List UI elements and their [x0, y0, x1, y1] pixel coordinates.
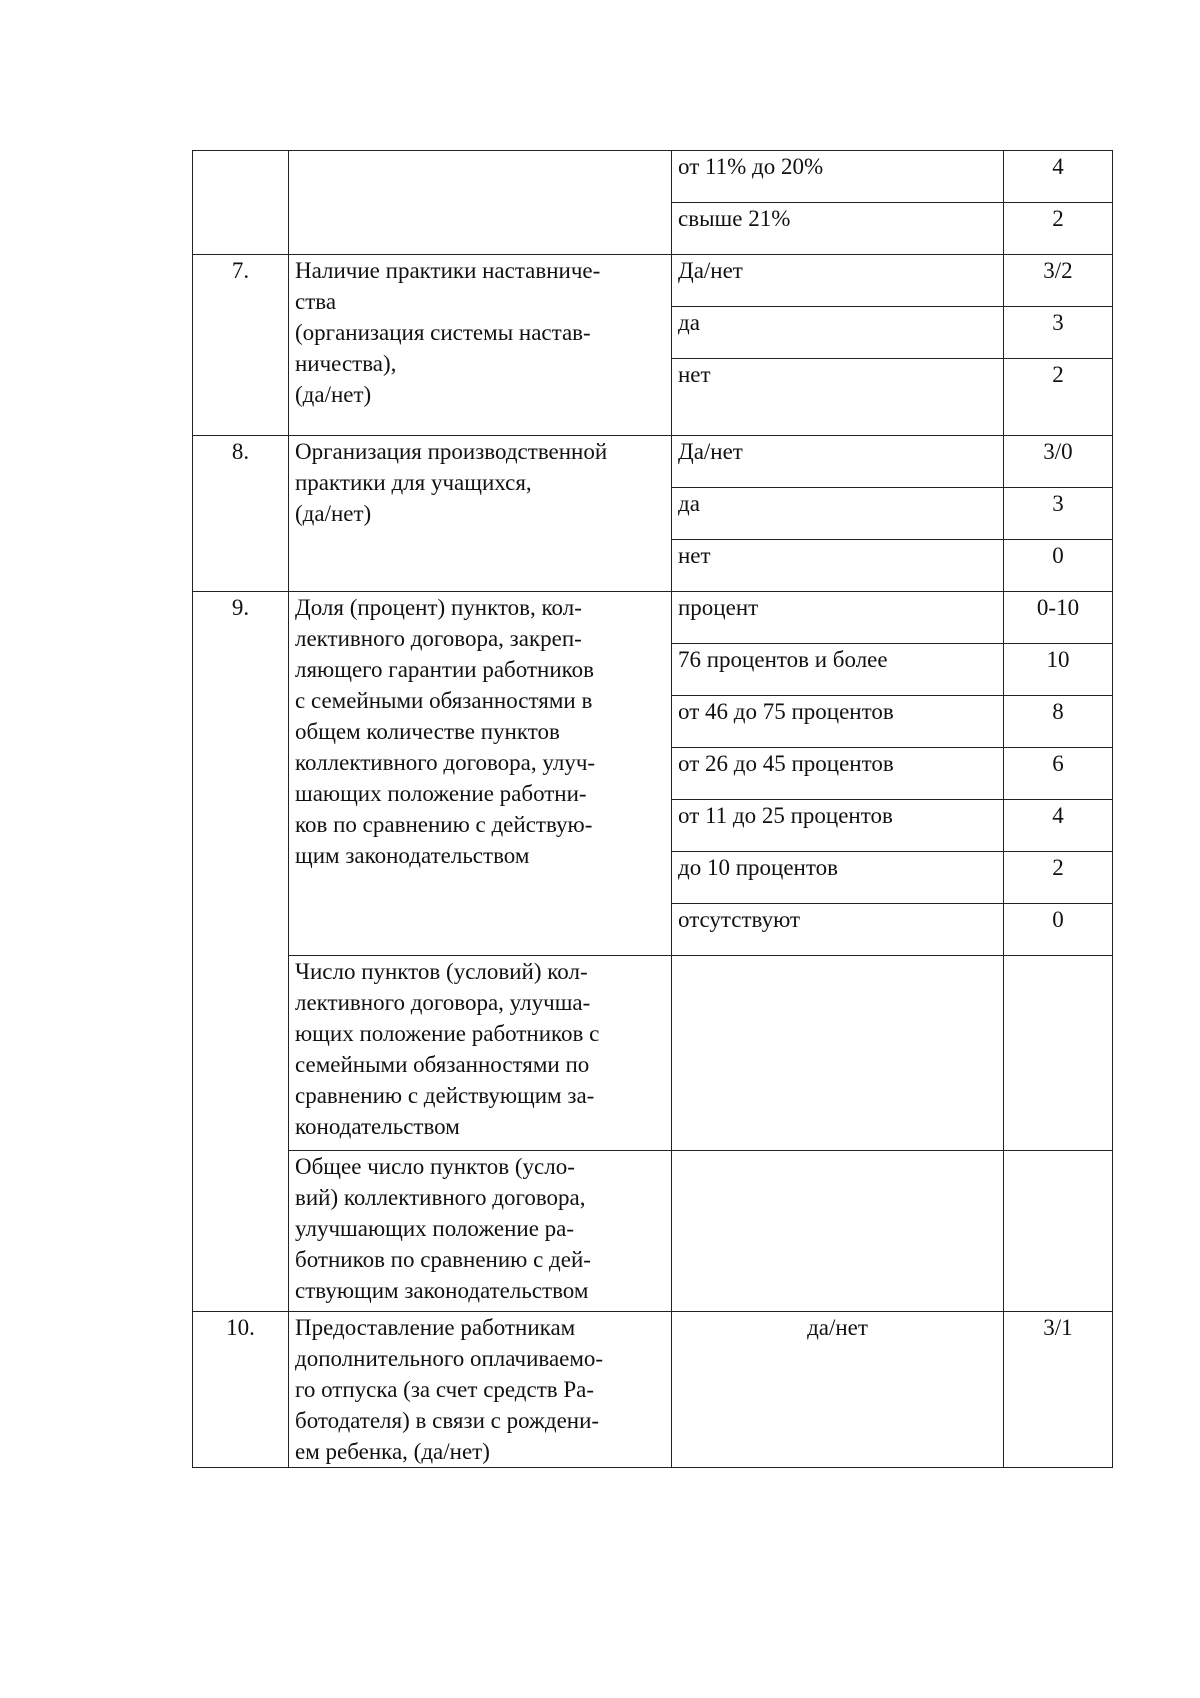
option-cell: до 10 процентов [672, 852, 1004, 904]
option-cell: от 46 до 75 процентов [672, 696, 1004, 748]
points-cell: 8 [1004, 696, 1113, 748]
option-cell: отсутствуют [672, 904, 1004, 956]
row-number: 8. [193, 436, 289, 592]
row-number: 7. [193, 255, 289, 436]
criterion-line: лективного договора, улучша- [295, 990, 591, 1015]
table-row [193, 1151, 1113, 1312]
criterion-line: Наличие практики наставниче- [295, 258, 601, 283]
criterion-line: ботников по сравнению с дей- [295, 1247, 591, 1272]
criterion-line: дополнительного оплачиваемо- [295, 1346, 604, 1371]
criterion-line: конодательством [295, 1114, 460, 1139]
points-cell [1004, 1151, 1113, 1312]
option-cell [672, 1151, 1004, 1312]
criterion-line: Предоставление работникам [295, 1315, 576, 1340]
criterion-text [289, 1312, 672, 1468]
criterion-line: Организация производственной [295, 439, 608, 464]
criterion-text [289, 956, 672, 1151]
criterion-line: сравнению с действующим за- [295, 1083, 595, 1108]
points-cell: 3 [1004, 307, 1113, 359]
points-cell: 10 [1004, 644, 1113, 696]
criterion-line: ства [295, 289, 337, 314]
points-cell: 0 [1004, 904, 1113, 956]
criterion-line: ющих положение работников с [295, 1021, 600, 1046]
criterion-text [289, 436, 672, 592]
criterion-line: Число пунктов (условий) кол- [295, 959, 588, 984]
option-cell: 76 процентов и более [672, 644, 1004, 696]
criterion-line: ствующим законодательством [295, 1278, 589, 1303]
table-row [193, 436, 1113, 488]
option-cell: свыше 21% [672, 203, 1004, 255]
points-cell: 3/1 [1004, 1312, 1113, 1468]
option-cell: нет [672, 359, 1004, 436]
points-cell: 4 [1004, 151, 1113, 203]
criterion-line: (да/нет) [295, 382, 372, 407]
option-cell: да [672, 488, 1004, 540]
option-cell: от 26 до 45 процентов [672, 748, 1004, 800]
criterion-line: вий) коллективного договора, [295, 1185, 586, 1210]
criteria-table [192, 150, 1113, 1468]
table-row [193, 255, 1113, 307]
points-cell: 0-10 [1004, 592, 1113, 644]
option-cell: да/нет [672, 1312, 1004, 1468]
criterion-line: ботодателя) в связи с рождени- [295, 1408, 600, 1433]
option-cell: процент [672, 592, 1004, 644]
option-cell: от 11 до 25 процентов [672, 800, 1004, 852]
points-cell: 0 [1004, 540, 1113, 592]
criterion-line: го отпуска (за счет средств Ра- [295, 1377, 595, 1402]
criterion-line: ем ребенка, (да/нет) [295, 1439, 490, 1464]
criterion-line: ков по сравнению с действую- [295, 812, 593, 837]
number-cell [193, 151, 289, 255]
criterion-line: ляющего гарантии работников [295, 657, 594, 682]
criterion-cell [289, 151, 672, 255]
criterion-line: лективного договора, закреп- [295, 626, 582, 651]
criterion-text [289, 592, 672, 956]
table-row [193, 1312, 1113, 1468]
points-cell: 3 [1004, 488, 1113, 540]
points-cell [1004, 956, 1113, 1151]
row-number: 9. [193, 592, 289, 1312]
table-row [193, 592, 1113, 644]
points-cell: 2 [1004, 203, 1113, 255]
points-cell: 3/0 [1004, 436, 1113, 488]
option-cell: да [672, 307, 1004, 359]
table-row [193, 956, 1113, 1151]
criterion-line: Доля (процент) пунктов, кол- [295, 595, 582, 620]
criterion-line: улучшающих положение ра- [295, 1216, 575, 1241]
points-cell: 4 [1004, 800, 1113, 852]
criterion-line: (организация системы настав- [295, 320, 591, 345]
option-cell: от 11% до 20% [672, 151, 1004, 203]
criterion-line: общем количестве пунктов [295, 719, 560, 744]
points-cell: 2 [1004, 852, 1113, 904]
points-cell: 3/2 [1004, 255, 1113, 307]
points-cell: 2 [1004, 359, 1113, 436]
criterion-line: щим законодательством [295, 843, 530, 868]
table-row [193, 151, 1113, 203]
criterion-line: (да/нет) [295, 501, 372, 526]
criterion-line: ничества), [295, 351, 397, 376]
option-cell [672, 956, 1004, 1151]
criterion-line: коллективного договора, улуч- [295, 750, 596, 775]
criterion-line: с семейными обязанностями в [295, 688, 593, 713]
criterion-text [289, 255, 672, 436]
option-cell: нет [672, 540, 1004, 592]
criterion-text [289, 1151, 672, 1312]
option-cell: Да/нет [672, 436, 1004, 488]
criterion-line: семейными обязанностями по [295, 1052, 590, 1077]
option-cell: Да/нет [672, 255, 1004, 307]
row-number: 10. [193, 1312, 289, 1468]
criterion-line: практики для учащихся, [295, 470, 532, 495]
criterion-line: Общее число пунктов (усло- [295, 1154, 575, 1179]
points-cell: 6 [1004, 748, 1113, 800]
criterion-line: шающих положение работни- [295, 781, 587, 806]
